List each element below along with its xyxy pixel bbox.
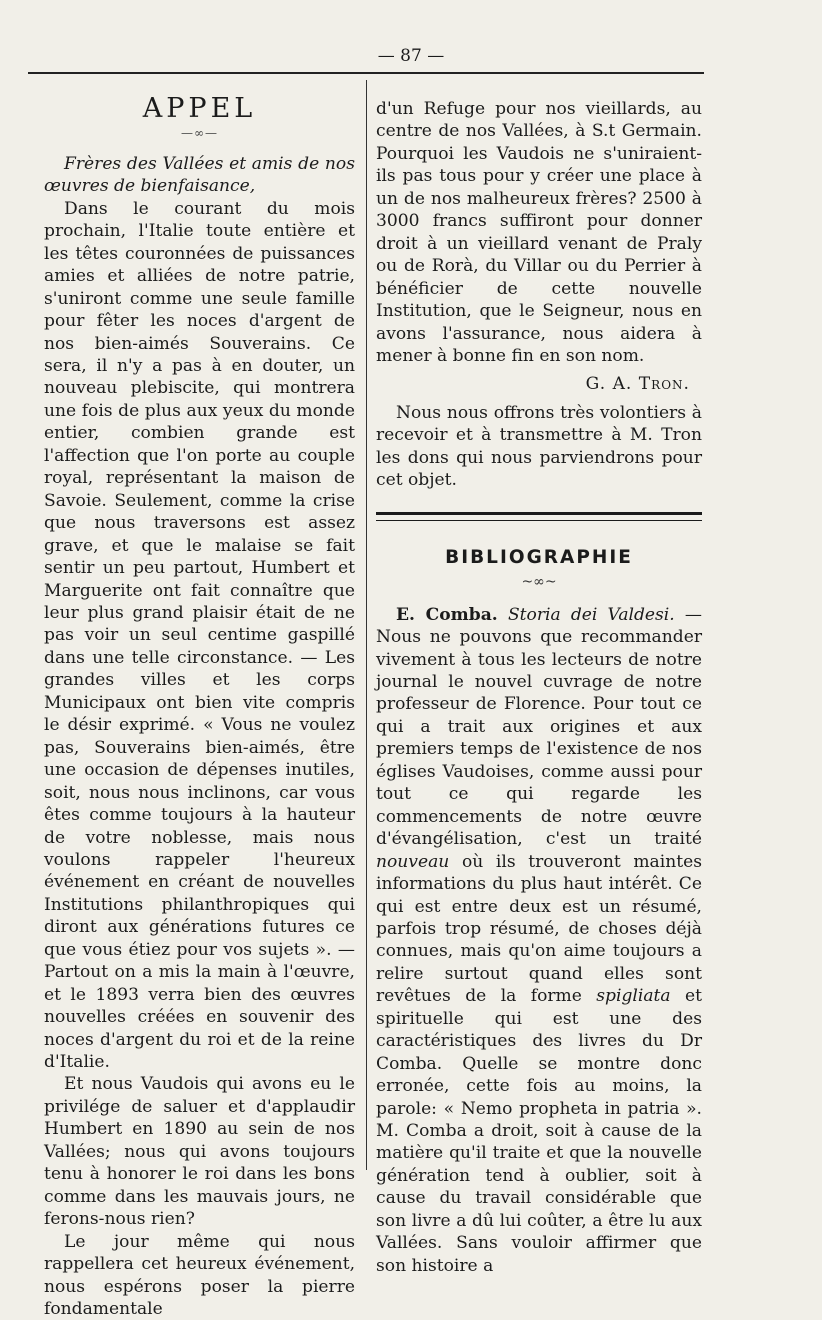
bibliographie-title: BIBLIOGRAPHIE <box>445 546 633 568</box>
emphasis-nouveau: nouveau <box>376 851 450 872</box>
page-number: — 87 — <box>377 46 445 66</box>
appel-continuation: d'un Refuge pour nos vieillards, au centre de nos Vallées, à S.t Germain. Pourquoi les Vaudois ne s'uniraient-ils pas tous pour y créer une place à un de nos malheureux frères? 2500 à 3000 francs suffiront pour donner droit à un vieillard venant de Praly ou de Rorà, du Villar ou du Perrier à bénéficier de cette nouvelle Institution, que le Seigneur, nous en avons l'assurance, nous aidera à mener à bonne fin en son nom. <box>376 99 702 366</box>
left-column <box>44 90 355 1320</box>
appel-salutation: Frères des Vallées et amis de nos œuvres de bienfaisance, <box>44 153 355 197</box>
appel-title: APPEL <box>142 93 257 124</box>
bibliographie-ornament: ~∞~ <box>521 574 557 591</box>
appel-paragraph-1: Dans le courant du mois prochain, l'Italie toute entière et les têtes couronnées de puissances amies et alliées de notre patrie, s'uniront comme une seule famille pour fêter les noces d'argent de nos bien-aimés Souverains. Ce sera, il n'y a pas à en douter, un nouveau plebiscite, qui montrera une fois de plus aux yeux du monde entier, combien grande est l'affection que l'on porte au couple royal, représentant la maison de Savoie. Seulement, comme la crise que nous traversons est assez grave, et que le malaise se fait sentir un peu partout, Humbert et Marguerite ont fait connaître que leur plus grand plaisir était de ne pas voir un seul centime gaspillé dans une telle circonstance. — Les grandes villes et les corps Municipaux ont bien vite compris le désir exprimé. « Vous ne voulez pas, Souverains bien-aimés, être une occasion de dépenses inutiles, soit, nous nous inclinons, car vous êtes comme toujours à la hauteur de votre noblesse, mais nous voulons rappeler l'heureux événement en créant de nouvelles Institutions philanthropiques qui diront aux générations futures ce que vous étiez pour vos sujets ». — Partout on a mis la main à l'œuvre, et le 1893 verra bien des œuvres nouvelles créées en souvenir des noces d'argent du roi et de la reine d'Italie. <box>44 198 355 1073</box>
title-ornament: —∞— <box>181 126 218 141</box>
appel-paragraph-2: Et nous Vaudois qui avons eu le privilége de saluer et d'applaudir Humbert en 1890 au sein de nos Vallées; nous qui avons toujours tenu à honorer le roi dans les bons comme dans les mauvais jours, ne ferons-nous rien? <box>44 1074 355 1230</box>
signature: G. A. Tron. <box>585 374 690 395</box>
appel-paragraph-3: Le jour même qui nous rappellera cet heureux événement, nous espérons poser la pierre fondamentale <box>44 1231 355 1320</box>
review-text-a: — Nous ne pouvons que recommander vivement à tous les lecteurs de notre journal le nouvel cuvrage de notre professeur de Florence. Pour tout ce qui a trait aux origines et aux premiers temps de l'existence de nos églises Vaudoises, comme aussi pour tout ce qui regarde les commencements de notre œuvre d'évangélisation, c'est un traité <box>376 604 702 850</box>
bibliographie-entry <box>376 604 702 1278</box>
right-column <box>376 98 702 1277</box>
emphasis-spigliata: spigliata <box>596 986 671 1007</box>
book-title: Storia dei Valdesi. <box>507 604 675 625</box>
editor-note: Nous nous offrons très volontiers à recevoir et à transmettre à M. Tron les dons qui nous parviendrons pour cet objet. <box>376 402 702 491</box>
book-author: E. Comba. <box>396 604 498 625</box>
header-rule <box>28 72 704 74</box>
column-divider <box>366 80 367 1170</box>
review-text-b: où ils trouveront maintes informations du plus haut intérêt. Ce qui est entre deux est un résumé, parfois trop résumé, de choses déjà connues, mais qu'on aime toujours a relire surtout quand elles sont revêtues de la forme <box>376 851 702 1007</box>
section-divider <box>376 512 702 521</box>
review-text-c: et spirituelle qui est une des caractéristiques des livres du Dr Comba. Quelle se montre donc erronée, cette fois au moins, la parole: « Nemo propheta in patria ». M. Comba a droit, soit à cause de la matière qu'il traite et que la nouvelle génération tend à oublier, soit à cause du travail considérable que son livre a dû lui coûter, a être lu aux Vallées. Sans vouloir affirmer que son histoire a <box>376 986 702 1276</box>
